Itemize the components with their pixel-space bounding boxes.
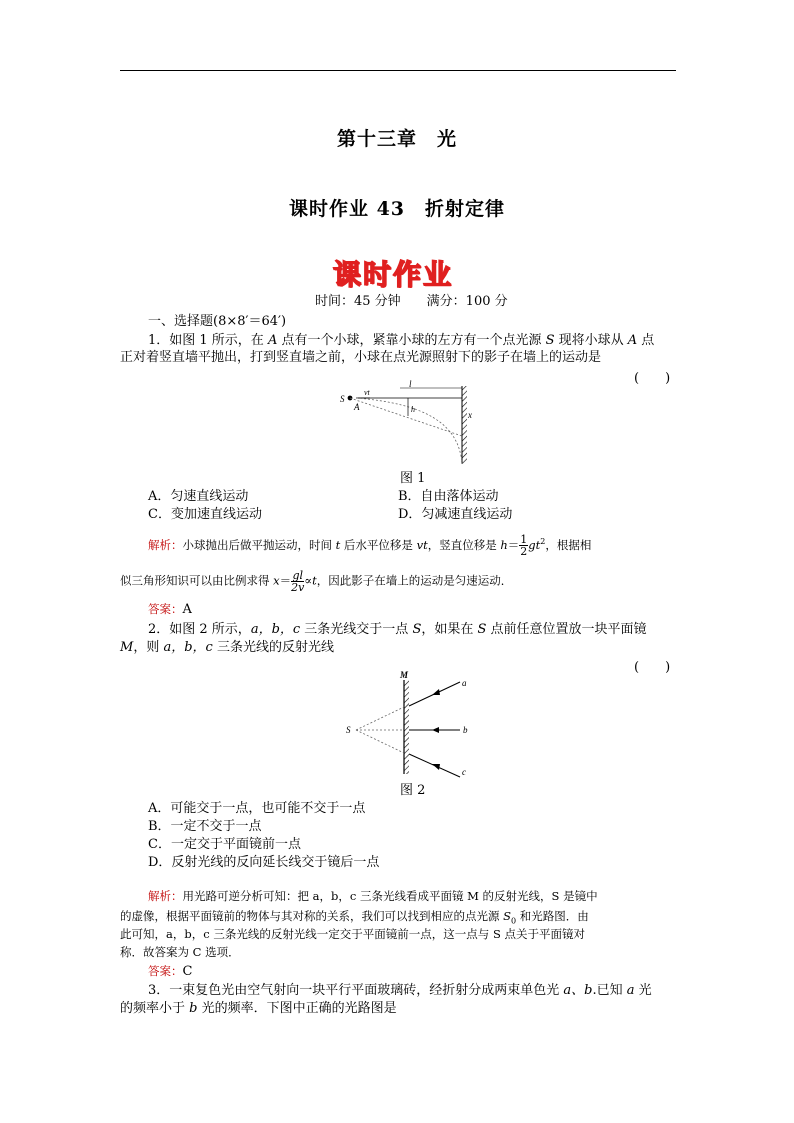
q2-answer-blank: ( )	[634, 660, 671, 675]
ray-b-arrow	[432, 727, 439, 733]
chapter-title: 第十三章 光	[336, 128, 457, 150]
label-l: l	[409, 379, 412, 389]
label-c: c	[462, 767, 466, 777]
label-S2: S	[346, 725, 351, 735]
fraction-one-half: $\frac{1}{2}$	[520, 533, 528, 559]
q2-line1: 2．如图 2 所示，a，b，c 三条光线交于一点 S，如果在 S 点前任意位置放一块平面镜	[148, 622, 647, 637]
q2-analysis-line1: 解析：用光路可逆分析可知：把 a，b，c 三条光线看成平面镜 M 的反射光线，S 是镜中	[148, 889, 598, 903]
q1-option-b: B．自由落体运动	[398, 489, 499, 504]
fraction-gl-2v: $\frac{gl}{2v}$	[291, 569, 305, 594]
label-b: b	[463, 725, 468, 735]
q3-line1: 3．一束复色光由空气射向一块平行平面玻璃砖，经折射分成两束单色光 a、b.已知 a 光	[148, 983, 652, 998]
q2-line2: M，则 a，b，c 三条光线的反射光线	[120, 640, 334, 655]
ray-c-arrow	[432, 764, 440, 770]
q1-line1: 1．如图 1 所示，在 A 点有一个小球，紧靠小球的左方有一个点光源 S 现将小球从 A 点	[148, 333, 655, 348]
figure-1	[338, 378, 474, 466]
homework-banner-logo: 课时作业	[333, 258, 454, 291]
q1-answer: 答案：A	[148, 602, 192, 617]
mirror-hatch	[404, 680, 409, 774]
q1-option-a: A．匀速直线运动	[148, 489, 249, 504]
shadow-ray	[350, 398, 462, 436]
section-title: 一、选择题(8×8′＝64′)	[148, 314, 287, 329]
ray-a-arrow	[432, 689, 440, 695]
figure-2	[346, 670, 476, 778]
label-h: h	[411, 405, 415, 414]
ray-a-extension	[356, 707, 404, 730]
q2-option-a: A．可能交于一点，也可能不交于一点	[148, 801, 366, 816]
q2-option-c: C．一定交于平面镜前一点	[148, 837, 301, 852]
q1-option-d: D．匀减速直线运动	[398, 507, 513, 522]
q1-analysis-line1: 解析：小球抛出后做平抛运动，时间 t 后水平位移是 vt，竖直位移是 h＝ $\frac{1}{2}$ $gt^2$，根据相	[148, 533, 592, 559]
label-a: a	[462, 678, 467, 688]
label-vt: vt	[364, 388, 370, 397]
q2-answer: 答案：C	[148, 964, 193, 979]
wall	[462, 386, 467, 464]
q3-line2: 的频率小于 b 光的频率．下图中正确的光路图是	[120, 1001, 397, 1016]
q2-analysis-line2: 的虚像，根据平面镜前的物体与其对称的关系，我们可以找到相应的点光源 $S_0$ 和光路图．由	[120, 909, 589, 926]
q2-analysis-line4: 称．故答案为 C 选项．	[120, 945, 240, 959]
label-M: M	[400, 670, 409, 680]
fig1-caption: 图 1	[400, 471, 426, 486]
q2-option-b: B．一定不交于一点	[148, 819, 262, 834]
label-x: x	[468, 410, 472, 420]
lesson-title: 课时作业 43 折射定律	[288, 198, 506, 220]
header-rule	[120, 70, 676, 71]
q1-line2: 正对着竖直墙平抛出，打到竖直墙之前，小球在点光源照射下的影子在墙上的运动是	[120, 350, 602, 365]
q2-option-d: D．反射光线的反向延长线交于镜后一点	[148, 855, 380, 870]
fig2-caption: 图 2	[400, 783, 426, 798]
q2-analysis-line3: 此可知，a，b，c 三条光线的反射光线一定交于平面镜前一点，这一点与 S 点关于平面镜对	[120, 927, 585, 941]
ray-c-extension	[356, 730, 404, 753]
q1-option-c: C．变加速直线运动	[148, 507, 262, 522]
q1-answer-blank: ( )	[634, 371, 671, 386]
label-A: A	[354, 402, 360, 412]
label-S: S	[340, 394, 345, 404]
time-info: 时间：45 分钟 满分：100 分	[315, 294, 508, 309]
q1-analysis-line2: 似三角形知识可以由比例求得 x＝ $\frac{gl}{2v}$ ∝t，因此影子在墙上的运动是匀速运动．	[120, 569, 513, 594]
